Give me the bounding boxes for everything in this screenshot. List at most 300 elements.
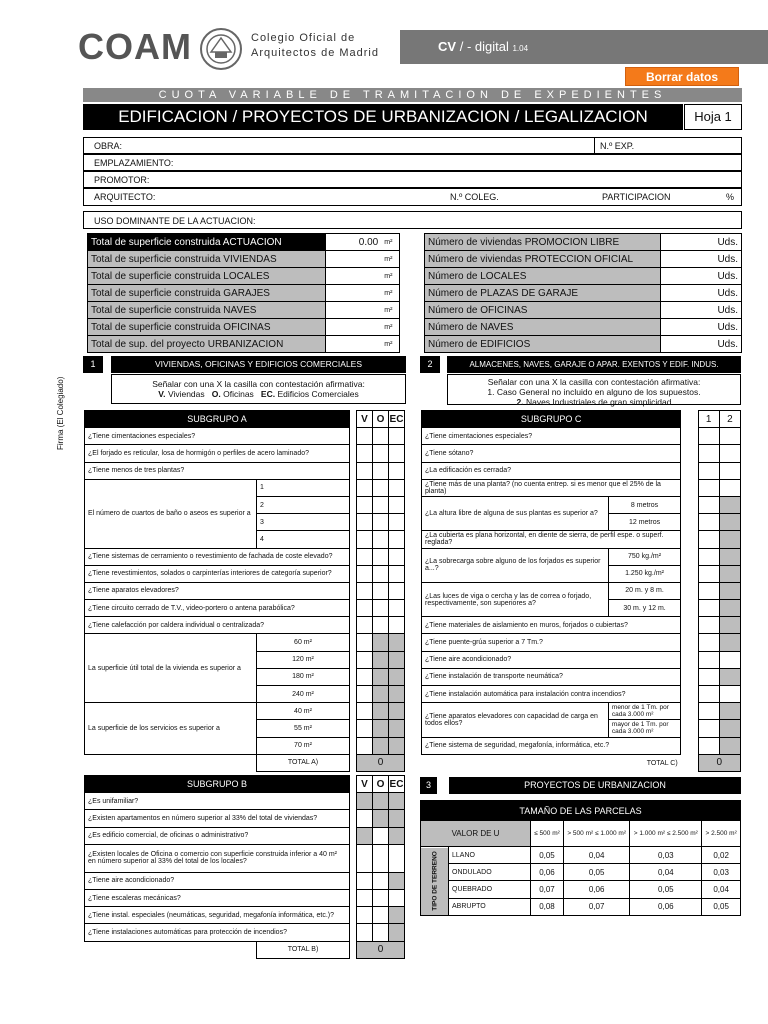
cell	[350, 776, 357, 793]
option-value: 4	[257, 531, 350, 548]
summary-unit[interactable]: Uds.	[661, 336, 742, 353]
promotor-row[interactable]: PROMOTOR:	[83, 171, 742, 188]
table-row	[85, 907, 405, 924]
answer-checkbox[interactable]	[389, 668, 405, 685]
terrain-name: ONDULADO	[449, 864, 531, 881]
question: ¿Tiene revestimientos, solados o carpinterías interiores de categoría superior?	[85, 565, 350, 582]
answer-checkbox[interactable]	[698, 445, 719, 462]
option-value: 750 kg./m²	[608, 548, 680, 565]
option-value: 240 m²	[257, 686, 350, 703]
summary-unit: m²	[381, 234, 399, 251]
summary-label: Total de superficie construida NAVES	[88, 302, 326, 319]
answer-checkbox[interactable]	[719, 428, 740, 445]
cell	[350, 428, 357, 445]
emplazamiento-row[interactable]: EMPLAZAMIENTO:	[83, 154, 742, 171]
cell	[681, 651, 698, 668]
summary-value[interactable]	[326, 336, 382, 353]
answer-checkbox[interactable]	[389, 810, 405, 827]
answer-checkbox[interactable]	[373, 531, 389, 548]
terrain-value: 0,05	[630, 881, 702, 898]
answer-checkbox[interactable]	[357, 634, 373, 651]
question: ¿Tiene aire acondicionado?	[422, 651, 681, 668]
summary-unit[interactable]: Uds.	[661, 302, 742, 319]
answer-checkbox[interactable]	[698, 634, 719, 651]
answer-checkbox[interactable]	[389, 924, 405, 941]
coam-seal-icon	[196, 26, 246, 72]
summary-row	[88, 319, 400, 336]
summary-label: Total de superficie construida GARAJES	[88, 285, 326, 302]
option-value: 3	[257, 514, 350, 531]
answer-checkbox[interactable]	[373, 634, 389, 651]
summary-unit[interactable]: Uds.	[661, 251, 742, 268]
answer-checkbox[interactable]	[698, 428, 719, 445]
answer-checkbox[interactable]	[357, 445, 373, 462]
answer-checkbox[interactable]	[389, 514, 405, 531]
summary-value[interactable]	[326, 268, 382, 285]
question: ¿Tiene instal. especiales (neumáticas, seguridad, megafonía informática, etc.)?	[85, 907, 350, 924]
question: ¿Tiene materiales de aislamiento en muros, forjados o cubiertas?	[422, 617, 681, 634]
answer-checkbox[interactable]	[373, 445, 389, 462]
cell	[681, 754, 698, 771]
answer-checkbox[interactable]	[373, 810, 389, 827]
column-header: V	[357, 411, 373, 428]
terrain-value: 0,08	[531, 898, 564, 915]
subgrupo-title: SUBGRUPO A	[85, 411, 350, 428]
answer-checkbox[interactable]	[719, 668, 740, 685]
answer-checkbox[interactable]	[698, 548, 719, 565]
terrain-value: 0,07	[563, 898, 629, 915]
terrain-row	[421, 847, 741, 864]
summary-row	[425, 319, 742, 336]
answer-checkbox[interactable]	[719, 514, 740, 531]
header-row	[421, 821, 741, 847]
answer-checkbox[interactable]	[389, 496, 405, 513]
answer-checkbox[interactable]	[373, 565, 389, 582]
answer-checkbox[interactable]	[373, 428, 389, 445]
answer-checkbox[interactable]	[357, 548, 373, 565]
cell	[350, 810, 357, 827]
question: ¿Tiene más de una planta? (no cuenta entrep. si es menor que el 25% de la planta)	[422, 479, 681, 496]
option-value: 55 m²	[257, 720, 350, 737]
answer-checkbox[interactable]	[719, 462, 740, 479]
answer-checkbox[interactable]	[373, 496, 389, 513]
answer-checkbox[interactable]	[719, 617, 740, 634]
option-value: 60 m²	[257, 634, 350, 651]
answer-checkbox[interactable]	[389, 565, 405, 582]
header-row	[85, 411, 405, 428]
column-header: EC	[389, 411, 405, 428]
total-label: TOTAL C)	[646, 759, 678, 767]
answer-checkbox[interactable]	[389, 737, 405, 754]
answer-checkbox[interactable]	[373, 514, 389, 531]
cell	[350, 462, 357, 479]
answer-checkbox[interactable]	[719, 445, 740, 462]
answer-checkbox[interactable]	[719, 651, 740, 668]
summary-unit[interactable]: Uds.	[661, 285, 742, 302]
question: ¿Las luces de viga o cercha y las de correa o forjado, respectivamente, son superiores a?	[422, 582, 609, 616]
answer-checkbox[interactable]	[357, 479, 373, 496]
answer-checkbox[interactable]	[389, 445, 405, 462]
answer-checkbox[interactable]	[373, 720, 389, 737]
answer-checkbox[interactable]	[373, 617, 389, 634]
answer-checkbox[interactable]	[373, 907, 389, 924]
answer-checkbox[interactable]	[373, 582, 389, 599]
answer-checkbox[interactable]	[698, 686, 719, 703]
summary-unit: m²	[381, 336, 399, 353]
answer-checkbox[interactable]	[373, 889, 389, 906]
question: ¿Tiene instalaciones automáticas para protección de incendios?	[85, 924, 350, 941]
option-value: mayor de 1 Tm. por cada 3.000 m²	[608, 720, 680, 737]
table-row	[422, 531, 741, 548]
cell	[85, 754, 257, 771]
option-value: 30 m. y 12 m.	[608, 600, 680, 617]
cell	[681, 548, 698, 565]
question: ¿La altura libre de alguna de sus plantas es superior a?	[422, 496, 609, 530]
summary-row	[88, 302, 400, 319]
answer-checkbox[interactable]	[719, 496, 740, 513]
total-label: TOTAL A)	[257, 754, 350, 771]
sec2-note: Señalar con una X la casilla con contestación afirmativa: 1. Caso General no incluido en alguno de los supuestos. 2. Naves Industriales de gran simplicidad	[447, 374, 741, 405]
answer-checkbox[interactable]	[357, 810, 373, 827]
option-value: 2	[257, 496, 350, 513]
terrain-name: ABRUPTO	[449, 898, 531, 915]
answer-checkbox[interactable]	[698, 720, 719, 737]
summary-label: Total de superficie construida VIVIENDAS	[88, 251, 326, 268]
cell	[350, 686, 357, 703]
answer-checkbox[interactable]	[389, 548, 405, 565]
table-row	[85, 600, 405, 617]
answer-checkbox[interactable]	[389, 617, 405, 634]
table-row	[422, 582, 741, 599]
cell	[350, 600, 357, 617]
summary-unit[interactable]: Uds.	[661, 268, 742, 285]
summary-row	[425, 285, 742, 302]
answer-checkbox[interactable]	[698, 737, 719, 754]
answer-checkbox[interactable]	[698, 582, 719, 599]
total-value: 0	[357, 941, 405, 958]
sec3-number: 3	[420, 777, 437, 794]
answer-checkbox[interactable]	[373, 703, 389, 720]
question: ¿Tiene instalación automática para instalación contra incendios?	[422, 686, 681, 703]
answer-checkbox[interactable]	[698, 565, 719, 582]
table-row	[422, 703, 741, 720]
answer-checkbox[interactable]	[719, 479, 740, 496]
answer-checkbox[interactable]	[698, 479, 719, 496]
question: ¿Tiene puente-grúa superior a 7 Tm.?	[422, 634, 681, 651]
option-value: 70 m²	[257, 737, 350, 754]
answer-checkbox[interactable]	[373, 827, 389, 844]
answer-checkbox[interactable]	[373, 548, 389, 565]
answer-checkbox[interactable]	[719, 582, 740, 599]
table-row	[85, 924, 405, 941]
coam-logo: COAM	[78, 26, 192, 67]
answer-checkbox[interactable]	[389, 889, 405, 906]
cuota-banner: CUOTA VARIABLE DE TRAMITACION DE EXPEDIENTES	[83, 88, 742, 102]
terrain-row	[421, 864, 741, 881]
table-row	[422, 617, 741, 634]
terrain-value: 0,04	[702, 881, 741, 898]
summary-label: Número de EDIFICIOS	[425, 336, 661, 353]
answer-checkbox[interactable]	[357, 827, 373, 844]
summary-unit[interactable]: Uds.	[661, 319, 742, 336]
question: ¿Es edificio comercial, de oficinas o administrativo?	[85, 827, 350, 844]
answer-checkbox[interactable]	[357, 872, 373, 889]
answer-checkbox[interactable]	[698, 462, 719, 479]
answer-checkbox[interactable]	[389, 686, 405, 703]
option-value: 1	[257, 479, 350, 496]
answer-checkbox[interactable]	[719, 737, 740, 754]
uso-dominante-row[interactable]: USO DOMINANTE DE LA ACTUACION:	[83, 211, 742, 229]
answer-checkbox[interactable]	[373, 668, 389, 685]
summary-label: Total de superficie construida OFICINAS	[88, 319, 326, 336]
cell	[350, 924, 357, 941]
cell	[681, 496, 698, 513]
terrain-value: 0,06	[630, 898, 702, 915]
valor-label: VALOR DE U	[421, 821, 531, 847]
answer-checkbox[interactable]	[357, 889, 373, 906]
option-value: 20 m. y 8 m.	[608, 582, 680, 599]
header-row	[421, 801, 741, 821]
answer-checkbox[interactable]	[357, 617, 373, 634]
answer-checkbox[interactable]	[389, 907, 405, 924]
cell	[350, 565, 357, 582]
summary-label: Total de superficie construida ACTUACION	[88, 234, 326, 251]
answer-checkbox[interactable]	[357, 651, 373, 668]
summary-unit: m²	[381, 268, 399, 285]
answer-checkbox[interactable]	[719, 548, 740, 565]
answer-checkbox[interactable]	[357, 462, 373, 479]
answer-checkbox[interactable]	[719, 531, 740, 548]
answer-checkbox[interactable]	[373, 737, 389, 754]
summary-row	[425, 234, 742, 251]
summary-left-table	[87, 233, 400, 353]
answer-checkbox[interactable]	[373, 479, 389, 496]
question: ¿La edificación es cerrada?	[422, 462, 681, 479]
answer-checkbox[interactable]	[373, 651, 389, 668]
summary-right-table	[424, 233, 742, 353]
table-row	[85, 548, 405, 565]
answer-checkbox[interactable]	[373, 462, 389, 479]
summary-row	[88, 285, 400, 302]
table-row	[85, 428, 405, 445]
terrain-value: 0,03	[630, 847, 702, 864]
total-row	[85, 941, 405, 958]
answer-checkbox[interactable]	[389, 827, 405, 844]
answer-checkbox[interactable]	[389, 428, 405, 445]
table-row	[422, 445, 741, 462]
answer-checkbox[interactable]	[357, 720, 373, 737]
cell	[350, 941, 357, 958]
answer-checkbox[interactable]	[389, 531, 405, 548]
option-value: 12 metros	[608, 514, 680, 531]
answer-checkbox[interactable]	[698, 514, 719, 531]
summary-value[interactable]	[326, 302, 382, 319]
table-row	[85, 479, 405, 496]
column-header: > 1.000 m² ≤ 2.500 m²	[630, 821, 702, 847]
urbanizacion-table	[420, 800, 741, 916]
answer-checkbox[interactable]	[357, 531, 373, 548]
answer-checkbox[interactable]	[719, 686, 740, 703]
answer-checkbox[interactable]	[698, 617, 719, 634]
answer-checkbox[interactable]	[698, 703, 719, 720]
answer-checkbox[interactable]	[357, 668, 373, 685]
table-row	[85, 844, 405, 872]
answer-checkbox[interactable]	[719, 703, 740, 720]
cell	[681, 737, 698, 754]
cell	[350, 827, 357, 844]
cell	[350, 531, 357, 548]
column-header: 2	[719, 411, 740, 428]
answer-checkbox[interactable]	[698, 496, 719, 513]
answer-checkbox[interactable]	[373, 844, 389, 872]
question: ¿Tiene aparatos elevadores con capacidad de carga en todos ellos?	[422, 703, 609, 737]
answer-checkbox[interactable]	[357, 496, 373, 513]
table-row	[85, 445, 405, 462]
answer-checkbox[interactable]	[389, 720, 405, 737]
answer-checkbox[interactable]	[719, 720, 740, 737]
table-row	[85, 889, 405, 906]
total-label: TOTAL B)	[257, 941, 350, 958]
cell	[681, 582, 698, 599]
answer-checkbox[interactable]	[357, 703, 373, 720]
answer-checkbox[interactable]	[373, 686, 389, 703]
column-header: > 500 m² ≤ 1.000 m²	[563, 821, 629, 847]
summary-row	[88, 251, 400, 268]
answer-checkbox[interactable]	[357, 582, 373, 599]
answer-checkbox[interactable]	[698, 600, 719, 617]
answer-checkbox[interactable]	[373, 872, 389, 889]
table-row	[85, 565, 405, 582]
cell	[85, 941, 257, 958]
question: ¿Tiene sótano?	[422, 445, 681, 462]
column-header: V	[357, 776, 373, 793]
table-row	[422, 548, 741, 565]
answer-checkbox[interactable]	[357, 600, 373, 617]
option-value: 180 m²	[257, 668, 350, 685]
hoja-number: Hoja 1	[684, 104, 742, 130]
table-row	[422, 479, 741, 496]
summary-unit[interactable]: Uds.	[661, 234, 742, 251]
answer-checkbox[interactable]	[389, 703, 405, 720]
terrain-value: 0,05	[702, 898, 741, 915]
summary-row	[88, 336, 400, 353]
summary-row	[425, 251, 742, 268]
summary-unit: m²	[381, 251, 399, 268]
cell	[681, 703, 698, 720]
cell	[681, 617, 698, 634]
sec1-number: 1	[83, 356, 103, 373]
terrain-row	[421, 881, 741, 898]
summary-label: Número de OFICINAS	[425, 302, 661, 319]
cell	[350, 445, 357, 462]
question: ¿Tiene menos de tres plantas?	[85, 462, 350, 479]
summary-value[interactable]	[326, 285, 382, 302]
answer-checkbox[interactable]	[389, 582, 405, 599]
answer-checkbox[interactable]	[389, 844, 405, 872]
answer-checkbox[interactable]	[357, 844, 373, 872]
summary-value[interactable]	[326, 319, 382, 336]
answer-checkbox[interactable]	[357, 793, 373, 810]
answer-checkbox[interactable]	[373, 793, 389, 810]
cell	[350, 514, 357, 531]
column-header: ≤ 500 m²	[531, 821, 564, 847]
answer-checkbox[interactable]	[373, 600, 389, 617]
answer-checkbox[interactable]	[389, 600, 405, 617]
answer-checkbox[interactable]	[357, 737, 373, 754]
table-row	[422, 651, 741, 668]
answer-checkbox[interactable]	[357, 565, 373, 582]
answer-checkbox[interactable]	[698, 531, 719, 548]
cell	[350, 411, 357, 428]
table-row	[422, 634, 741, 651]
cell	[350, 651, 357, 668]
terrain-value: 0,05	[563, 864, 629, 881]
answer-checkbox[interactable]	[389, 634, 405, 651]
answer-checkbox[interactable]	[357, 686, 373, 703]
summary-row	[88, 234, 400, 251]
answer-checkbox[interactable]	[719, 634, 740, 651]
question: ¿Existen apartamentos en número superior al 33% del total de viviendas?	[85, 810, 350, 827]
answer-checkbox[interactable]	[698, 651, 719, 668]
cell	[350, 793, 357, 810]
cell	[350, 582, 357, 599]
subgrupo-b-table	[84, 775, 405, 959]
answer-checkbox[interactable]	[357, 514, 373, 531]
cell	[350, 907, 357, 924]
terrain-name: QUEBRADO	[449, 881, 531, 898]
cell	[350, 737, 357, 754]
sec2-title: ALMACENES, NAVES, GARAJE O APAR. EXENTOS Y EDIF. INDUS.	[447, 356, 741, 373]
answer-checkbox[interactable]	[389, 651, 405, 668]
answer-checkbox[interactable]	[389, 462, 405, 479]
answer-checkbox[interactable]	[719, 565, 740, 582]
answer-checkbox[interactable]	[357, 924, 373, 941]
colegio-name: Colegio Oficial de Arquitectos de Madrid	[251, 32, 379, 59]
sec1-title: VIVIENDAS, OFICINAS Y EDIFICIOS COMERCIALES	[111, 356, 406, 373]
arquitecto-row[interactable]: ARQUITECTO: N.º COLEG. PARTICIPACION %	[83, 188, 742, 206]
answer-checkbox[interactable]	[698, 668, 719, 685]
terrain-row	[421, 898, 741, 915]
header-row	[85, 776, 405, 793]
question: ¿Tiene cimentaciones especiales?	[85, 428, 350, 445]
borrar-datos-button[interactable]: Borrar datos	[625, 67, 739, 86]
answer-checkbox[interactable]	[719, 600, 740, 617]
answer-checkbox[interactable]	[357, 907, 373, 924]
summary-value[interactable]	[326, 251, 382, 268]
answer-checkbox[interactable]	[373, 924, 389, 941]
cell	[350, 889, 357, 906]
cell	[681, 531, 698, 548]
answer-checkbox[interactable]	[357, 428, 373, 445]
cell	[350, 617, 357, 634]
table-row	[422, 428, 741, 445]
summary-value[interactable]: 0.00	[326, 234, 382, 251]
summary-row	[425, 336, 742, 353]
option-value: 120 m²	[257, 651, 350, 668]
question: ¿Tiene sistemas de cerramiento o revestimiento de fachada de coste elevado?	[85, 548, 350, 565]
question: ¿Tiene calefacción por caldera individual o centralizada?	[85, 617, 350, 634]
total-row	[422, 754, 741, 771]
answer-checkbox[interactable]	[389, 872, 405, 889]
subgrupo-a-table	[84, 410, 405, 772]
cell	[350, 548, 357, 565]
page-title: EDIFICACION / PROYECTOS DE URBANIZACION / LEGALIZACION	[83, 104, 683, 130]
answer-checkbox[interactable]	[389, 793, 405, 810]
option-value: 40 m²	[257, 703, 350, 720]
answer-checkbox[interactable]	[389, 479, 405, 496]
cell	[681, 720, 698, 737]
table-row	[85, 872, 405, 889]
